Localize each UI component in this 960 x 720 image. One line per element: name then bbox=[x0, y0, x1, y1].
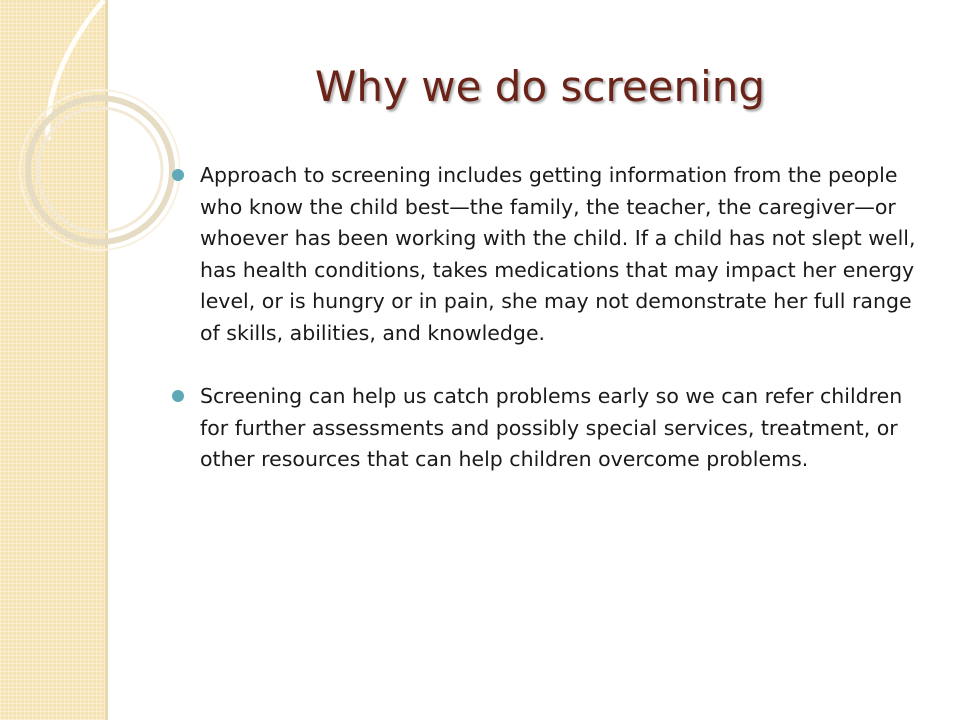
bullet-item bbox=[172, 160, 932, 349]
bullet-icon bbox=[172, 390, 184, 402]
bullet-text: Screening can help us catch problems early so we can refer children for further assessments and possibly special services, treatment, or other resources that can help children overcome problems. bbox=[200, 384, 903, 471]
bullet-list bbox=[172, 160, 932, 508]
bullet-icon bbox=[172, 169, 184, 181]
circle-ornament-icon bbox=[0, 0, 180, 320]
bullet-text: Approach to screening includes getting information from the people who know the child best—the family, the teacher, the caregiver—or whoever has been working with the child. If a child has not slept well, has health conditions, takes medications that may impact her energy level, or is hungry or in pain, she may not demonstrate her full range of skills, abilities, and knowledge. bbox=[200, 163, 916, 345]
slide-title: Why we do screening bbox=[314, 62, 766, 111]
bullet-item bbox=[172, 381, 932, 476]
